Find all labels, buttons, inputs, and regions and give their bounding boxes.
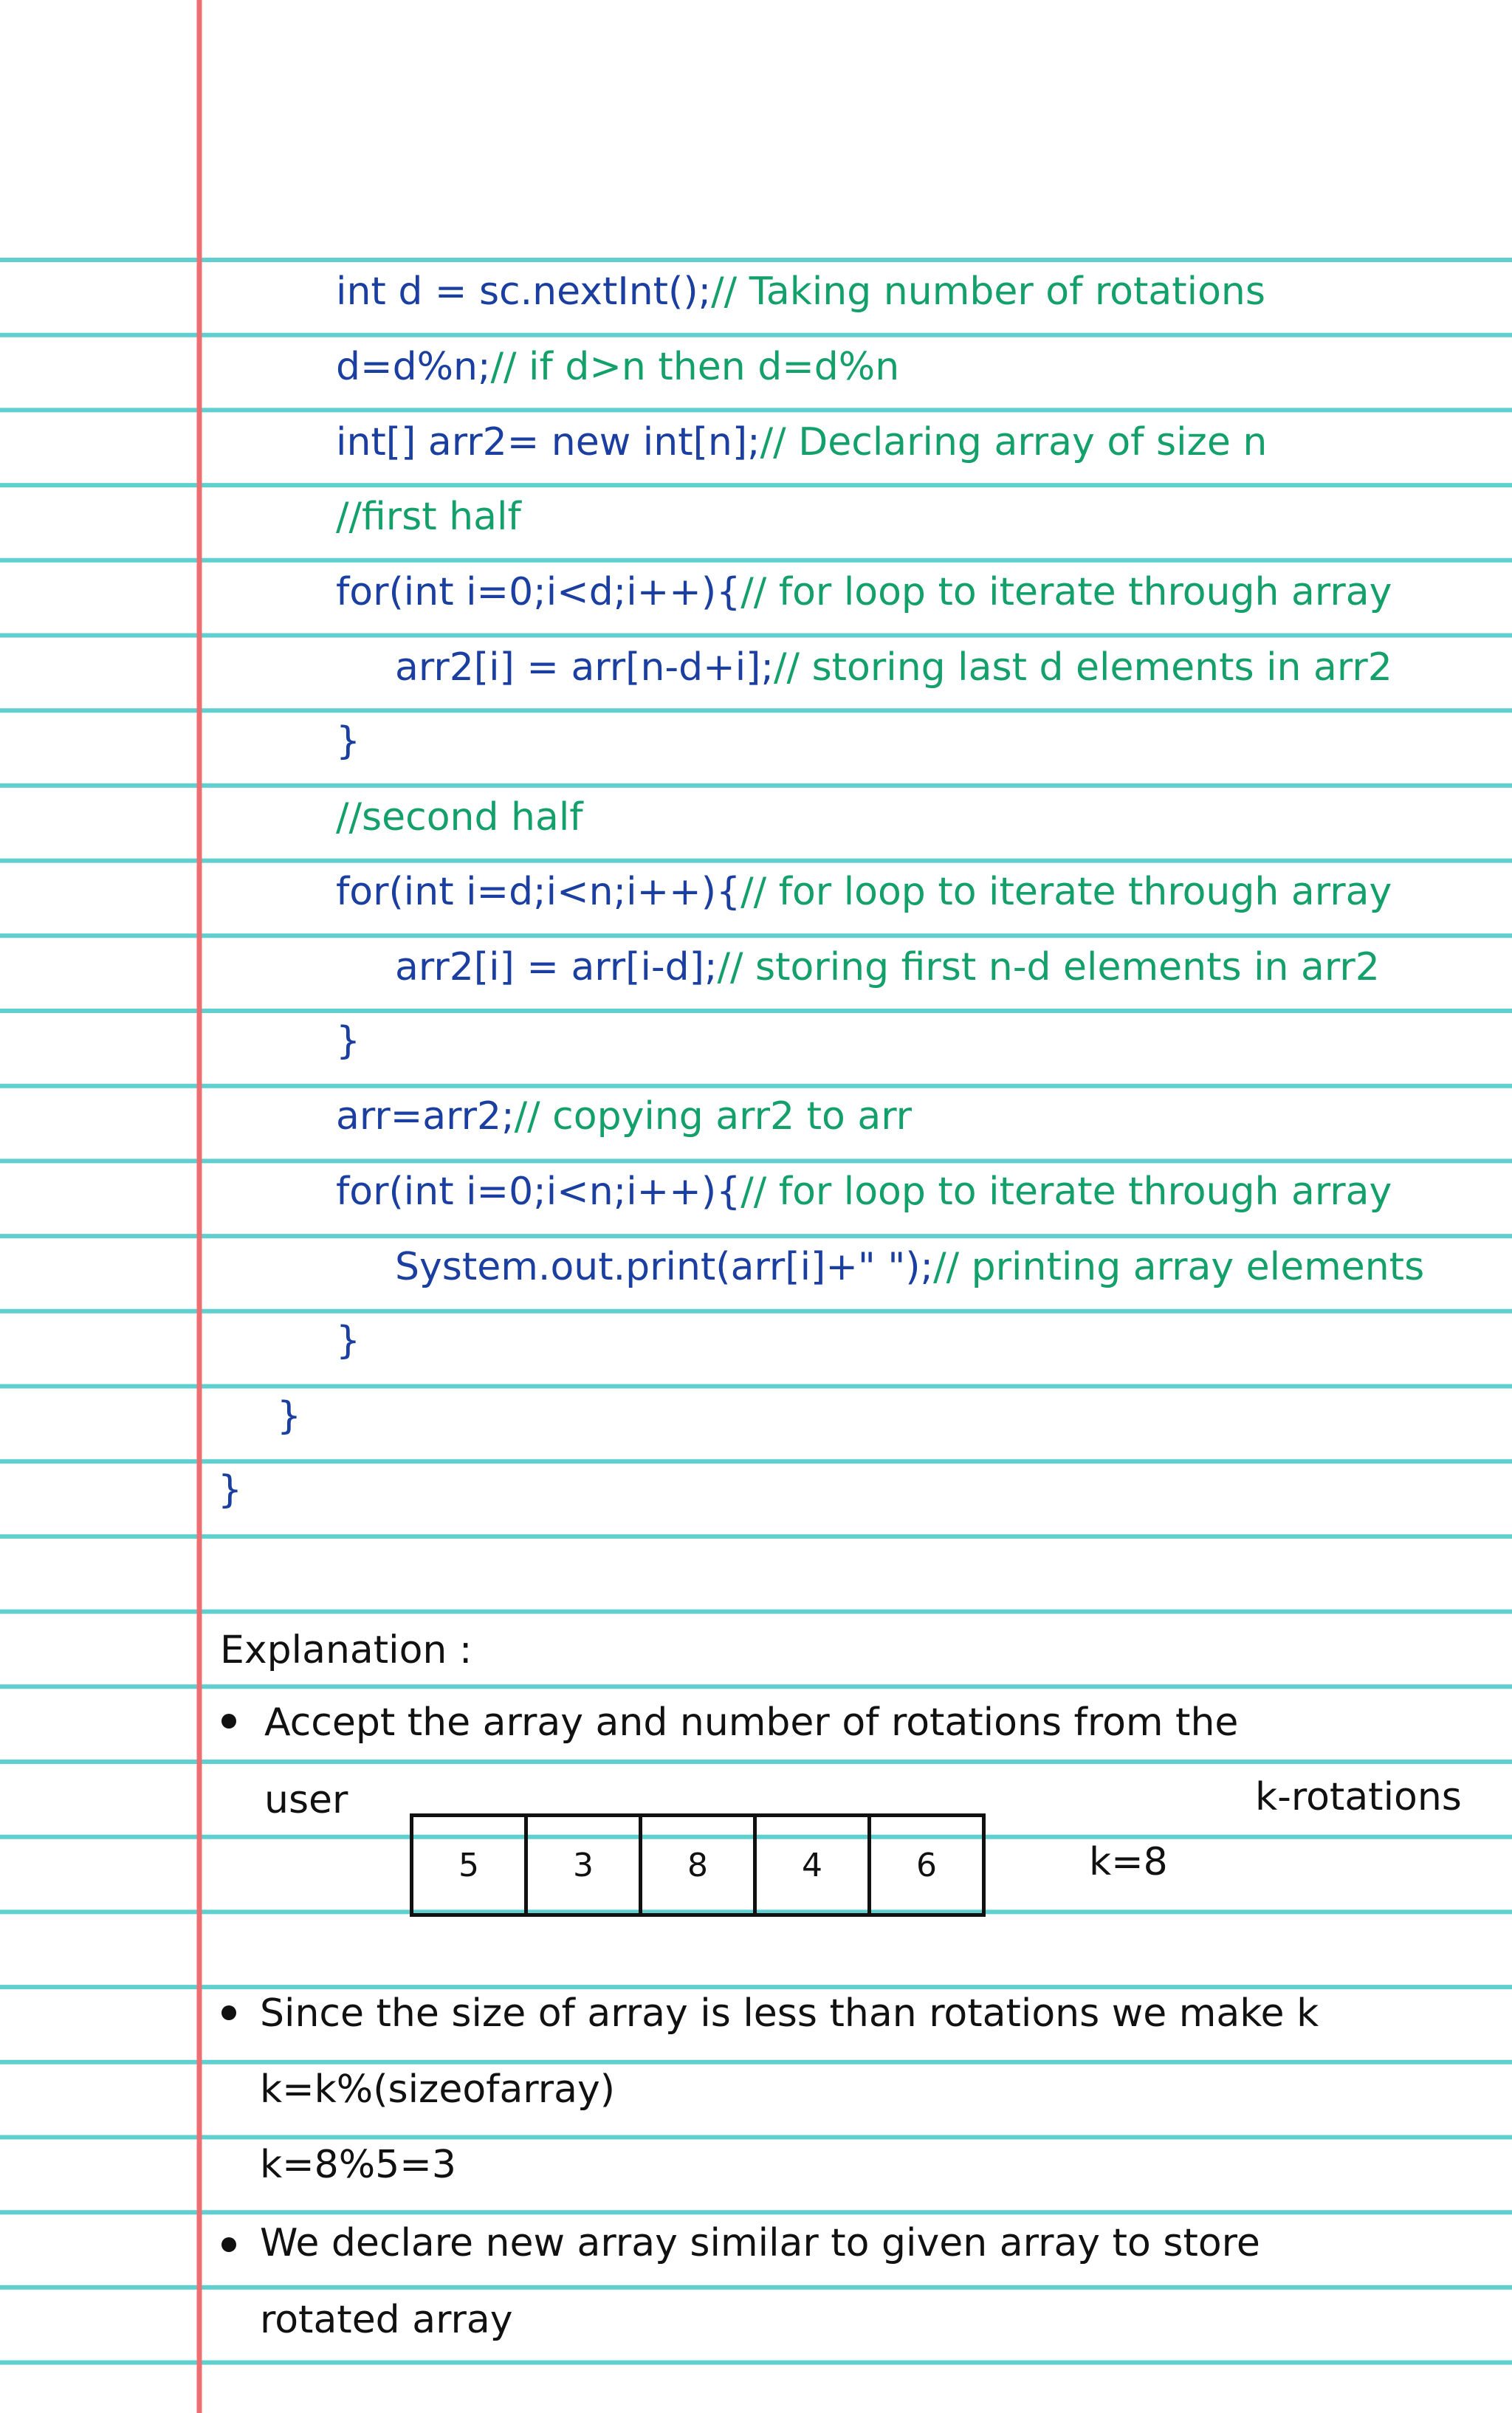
code-comment: //second half [336,795,583,840]
k-rotations-label: k-rotations [1255,1775,1462,1819]
code-line: } [336,1019,361,1063]
k-value: k=8 [1089,1840,1168,1884]
array-cell: 8 [642,1817,757,1913]
array-cell: 4 [757,1817,871,1913]
code-line: } [218,1468,243,1512]
bullet-text: Since the size of array is less than rotations we make k [260,1991,1319,2036]
code-line: int d = sc.nextInt();// Taking number of rotations [336,270,1265,314]
code-line: arr2[i] = arr[i-d];// storing first n-d elements in arr2 [395,945,1380,989]
code-line: for(int i=0;i<n;i++){// for loop to iterate through array [336,1170,1392,1214]
code-line: d=d%n;// if d>n then d=d%n [336,345,900,389]
code-line: } [336,1319,361,1363]
code-line: int[] arr2= new int[n];// Declaring array of size n [336,420,1268,464]
bullet-icon [221,1714,236,1729]
formula-text: k=8%5=3 [260,2143,456,2187]
code-line: } [336,719,361,763]
explanation-heading: Explanation : [220,1628,472,1672]
array-cell: 3 [528,1817,642,1913]
bullet-text: user [264,1778,348,1822]
bullet-text: Accept the array and number of rotations from the [264,1700,1239,1745]
array-diagram [410,1813,986,1917]
code-line: arr2[i] = arr[n-d+i];// storing last d elements in arr2 [395,645,1392,690]
array-cell: 6 [916,1846,937,1884]
formula-text: k=k%(sizeofarray) [260,2067,616,2112]
code-line: for(int i=0;i<d;i++){// for loop to iterate through array [336,570,1392,614]
bullet-text: rotated array [260,2298,513,2342]
code-line: arr=arr2;// copying arr2 to arr [336,1094,913,1139]
code-comment: //first half [336,495,521,539]
code-line: for(int i=d;i<n;i++){// for loop to iterate through array [336,870,1392,914]
array-cell: 5 [413,1817,528,1913]
bullet-icon [221,2005,236,2020]
bullet-text: We declare new array similar to given array to store [260,2221,1260,2265]
code-line: } [277,1394,302,1438]
code-line: System.out.print(arr[i]+" ");// printing array elements [395,1245,1425,1289]
bullet-icon [221,2237,236,2252]
